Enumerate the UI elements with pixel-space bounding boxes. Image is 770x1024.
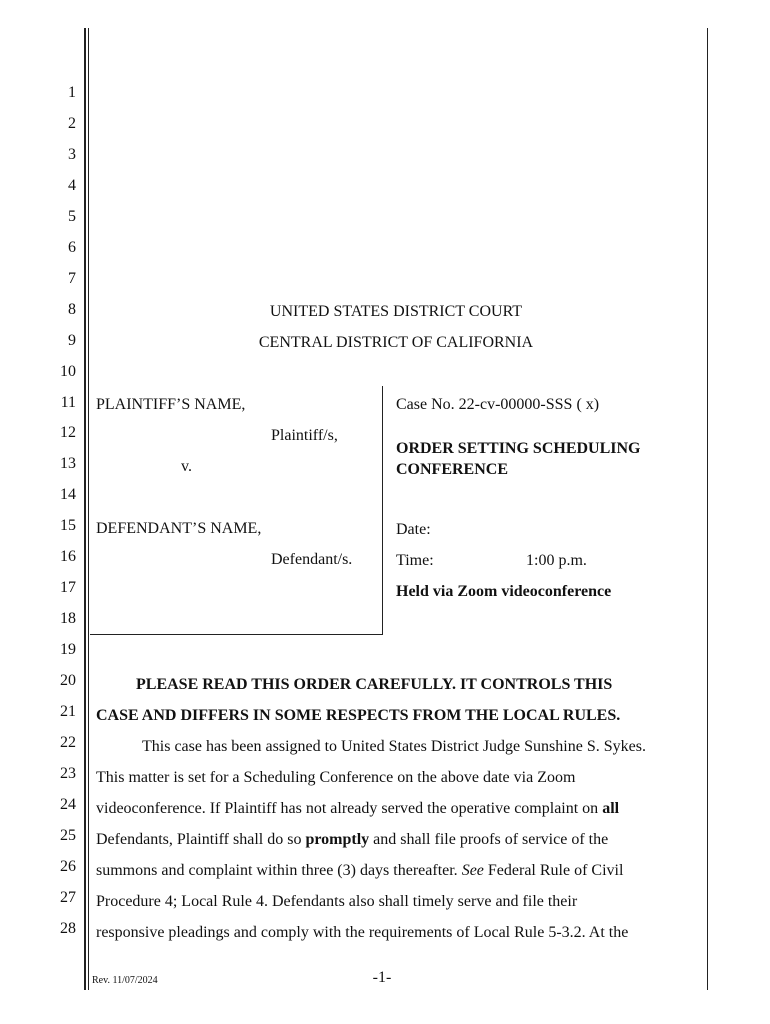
order-title-line1: ORDER SETTING SCHEDULING (396, 440, 641, 457)
body-line-23: This matter is set for a Scheduling Conference on the above date via Zoom (96, 769, 576, 786)
right-margin-rule (707, 28, 708, 990)
line-number: 24 (60, 795, 76, 813)
body-line-28: responsive pleadings and comply with the requirements of Local Rule 5-3.2. At the (96, 924, 629, 941)
emphasis-promptly: promptly (305, 831, 370, 848)
plaintiff-name: PLAINTIFF’S NAME, (96, 396, 246, 413)
line-number: 1 (68, 84, 76, 101)
left-margin-rule (84, 28, 86, 990)
emphasis-all: all (602, 800, 620, 817)
line-number: 16 (60, 548, 76, 566)
body-line-24 (96, 799, 619, 819)
line-number: 8 (68, 300, 76, 318)
body-text: Federal Rule of Civil (483, 862, 624, 879)
line-number: 6 (68, 238, 76, 256)
body-text: and shall file proofs of service of the (369, 831, 609, 848)
line-number: 11 (60, 393, 76, 411)
case-number: Case No. 22-cv-00000-SSS ( x) (396, 396, 600, 413)
line-number: 25 (60, 826, 76, 844)
court-name: UNITED STATES DISTRICT COURT (269, 303, 523, 320)
line-number: 3 (68, 145, 76, 163)
plaintiff-role: Plaintiff/s, (271, 427, 338, 444)
body-line-26 (96, 861, 623, 881)
line-number: 21 (60, 703, 76, 720)
line-number: 14 (60, 486, 76, 504)
line-number: 15 (60, 517, 76, 535)
line-number: 19 (60, 641, 76, 659)
line-number: 22 (60, 733, 76, 751)
order-title-line2: CONFERENCE (396, 461, 509, 478)
court-district: CENTRAL DISTRICT OF CALIFORNIA (258, 334, 534, 351)
left-margin-rule-inner (88, 28, 89, 990)
notice-line-1: PLEASE READ THIS ORDER CAREFULLY. IT CONTROLS THIS (136, 676, 613, 693)
body-text: summons and complaint within three (3) days thereafter. (96, 862, 462, 879)
line-number: 10 (60, 362, 76, 380)
line-number: 4 (68, 176, 76, 194)
body-text: videoconference. If Plaintiff has not already served the operative complaint on (96, 800, 603, 817)
line-number: 20 (60, 672, 76, 690)
date-label: Date: (396, 521, 431, 538)
line-number: 2 (68, 114, 76, 132)
time-value: 1:00 p.m. (526, 552, 587, 569)
body-line-22: This case has been assigned to United States District Judge Sunshine S. Sykes. (142, 738, 646, 755)
line-number: 28 (60, 919, 76, 937)
body-line-27: Procedure 4; Local Rule 4. Defendants also shall timely serve and file their (96, 893, 578, 910)
versus: v. (181, 458, 192, 475)
line-number: 12 (60, 424, 76, 442)
body-text: Defendants, Plaintiff shall do so (96, 831, 306, 848)
line-number: 26 (60, 857, 76, 875)
notice-line-2: CASE AND DIFFERS IN SOME RESPECTS FROM THE LOCAL RULES. (96, 707, 621, 724)
line-number: 18 (60, 610, 76, 628)
line-number: 23 (60, 764, 76, 782)
line-number: 13 (60, 455, 76, 473)
defendant-role: Defendant/s. (271, 551, 353, 568)
body-line-25 (96, 830, 608, 850)
defendant-name: DEFENDANT’S NAME, (96, 520, 262, 537)
venue: Held via Zoom videoconference (396, 583, 612, 600)
line-number: 9 (68, 331, 76, 349)
caption-divider (382, 386, 383, 635)
line-number: 5 (68, 207, 76, 225)
caption-bottom-rule (90, 634, 383, 635)
line-number: 7 (68, 269, 76, 287)
page-number: -1- (372, 969, 392, 986)
line-number: 27 (60, 888, 76, 906)
emphasis-see: See (461, 862, 484, 879)
line-number: 17 (60, 579, 76, 597)
time-label: Time: (396, 552, 434, 569)
revision-date: Rev. 11/07/2024 (92, 975, 158, 986)
